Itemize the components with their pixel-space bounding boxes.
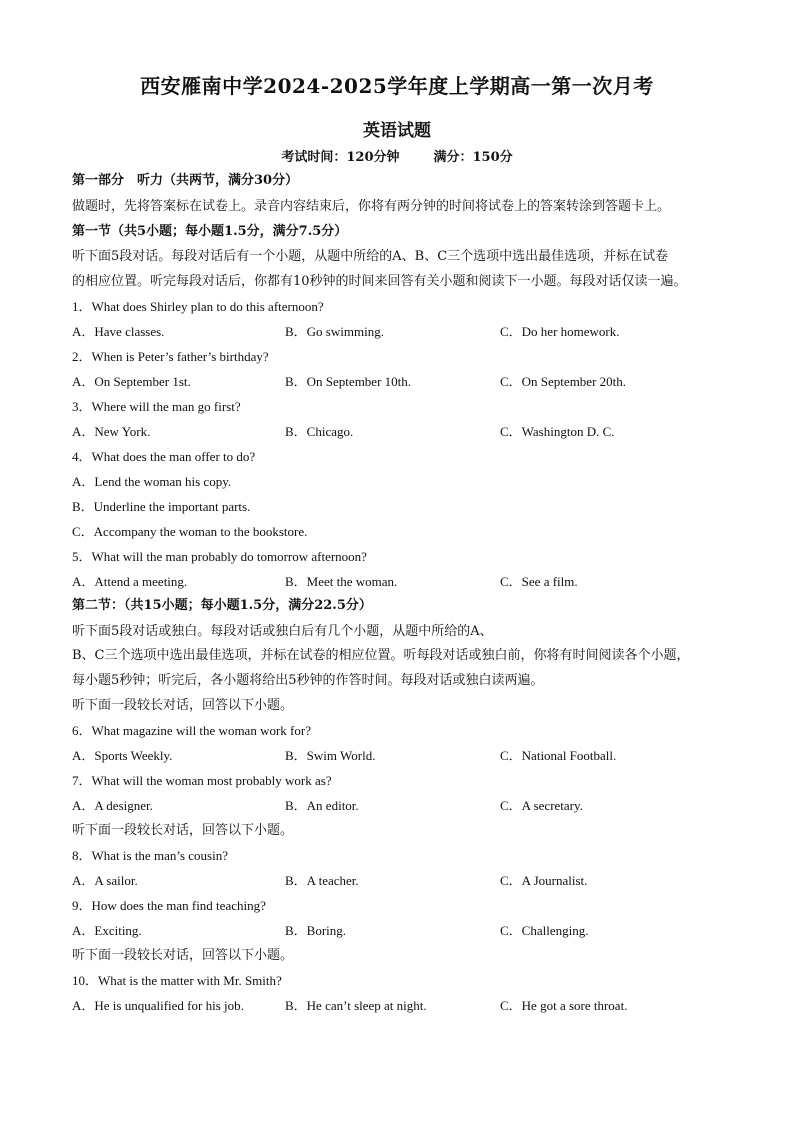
- section2-instruction-1: 听下面5段对话或独白。每段对话或独白后有几个小题，从题中所给的A、: [72, 624, 493, 639]
- section1-instruction-2: 的相应位置。听完每段对话后，你都有10秒钟的时间来回答有关小题和阅读下一小题。每段对话仅读一遍。: [72, 274, 687, 289]
- question-7-stem: 7．What will the woman most probably work as?: [72, 773, 332, 788]
- section2-instruction-3: 每小题5秒钟；听完后，各小题将给出5秒钟的作答时间。每段对话或独白读两遍。: [72, 673, 544, 688]
- section2-instruction-2: B、C三个选项中选出最佳选项，并标在试卷的相应位置。听每段对话或独白前，你将有时间阅读各个小题，: [72, 648, 690, 663]
- question-5-option-b: B．Meet the woman.: [285, 574, 398, 589]
- listen-prompt-2: 听下面一段较长对话，回答以下小题。: [72, 823, 294, 838]
- question-3-stem: 3．Where will the man go first?: [72, 399, 241, 414]
- listen-prompt-1: 听下面一段较长对话，回答以下小题。: [72, 698, 294, 713]
- question-2-option-c: C．On September 20th.: [500, 374, 627, 389]
- question-2-option-b: B．On September 10th.: [285, 374, 412, 389]
- question-4-option-c: C．Accompany the woman to the bookstore.: [72, 524, 308, 539]
- question-10-option-c: C．He got a sore throat.: [500, 998, 628, 1013]
- question-7-option-a: A．A designer.: [72, 798, 153, 813]
- question-2-stem: 2．When is Peter’s father’s birthday?: [72, 349, 269, 364]
- question-2-option-a: A．On September 1st.: [72, 374, 191, 389]
- question-1-stem: 1．What does Shirley plan to do this afternoon?: [72, 299, 324, 314]
- question-6-stem: 6．What magazine will the woman work for?: [72, 723, 311, 738]
- time-label: 考试时间：120分钟: [281, 150, 400, 165]
- question-9-option-c: C．Challenging.: [500, 923, 589, 938]
- question-4-stem: 4．What does the man offer to do?: [72, 449, 256, 464]
- question-6-option-c: C．National Football.: [500, 748, 617, 763]
- section1-instruction-1: 听下面5段对话。每段对话后有一个小题，从题中所给的A、B、C三个选项中选出最佳选项，并标在试卷: [72, 249, 669, 264]
- question-10-option-b: B．He can’t sleep at night.: [285, 998, 427, 1013]
- part1-instruction: 做题时，先将答案标在试卷上。录音内容结束后，你将有两分钟的时间将试卷上的答案转涂到答题卡上。: [72, 199, 671, 214]
- subject-title: 英语试题: [363, 121, 431, 141]
- part1-heading: 第一部分 听力（共两节，满分30分）: [72, 173, 299, 188]
- exam-title: 西安雁南中学2024-2025学年度上学期高一第一次月考: [140, 74, 654, 98]
- question-6-option-b: B．Swim World.: [285, 748, 376, 763]
- question-8-stem: 8．What is the man’s cousin?: [72, 848, 228, 863]
- section2-heading: 第二节：（共15小题；每小题1.5分，满分22.5分）: [72, 598, 372, 613]
- question-9-option-b: B．Boring.: [285, 923, 347, 938]
- question-6-option-a: A．Sports Weekly.: [72, 748, 173, 763]
- question-5-stem: 5．What will the man probably do tomorrow afternoon?: [72, 549, 367, 564]
- question-4-option-a: A．Lend the woman his copy.: [72, 474, 232, 489]
- question-3-option-a: A．New York.: [72, 424, 151, 439]
- question-8-option-b: B．A teacher.: [285, 873, 359, 888]
- question-10-option-a: A．He is unqualified for his job.: [72, 998, 244, 1013]
- exam-meta: [0, 146, 794, 165]
- question-1-option-a: A．Have classes.: [72, 324, 165, 339]
- question-3-option-c: C．Washington D. C.: [500, 424, 615, 439]
- question-4-option-b: B．Underline the important parts.: [72, 499, 251, 514]
- question-7-option-c: C．A secretary.: [500, 798, 583, 813]
- question-9-option-a: A．Exciting.: [72, 923, 142, 938]
- question-9-stem: 9．How does the man find teaching?: [72, 898, 266, 913]
- question-1-option-c: C．Do her homework.: [500, 324, 620, 339]
- score-label: 满分：150分: [433, 150, 513, 165]
- question-8-option-a: A．A sailor.: [72, 873, 138, 888]
- question-10-stem: 10．What is the matter with Mr. Smith?: [72, 973, 282, 988]
- question-5-option-c: C．See a film.: [500, 574, 578, 589]
- question-8-option-c: C．A Journalist.: [500, 873, 588, 888]
- question-5-option-a: A．Attend a meeting.: [72, 574, 188, 589]
- section1-heading: 第一节（共5小题；每小题1.5分，满分7.5分）: [72, 224, 348, 239]
- question-7-option-b: B．An editor.: [285, 798, 359, 813]
- question-1-option-b: B．Go swimming.: [285, 324, 384, 339]
- question-3-option-b: B．Chicago.: [285, 424, 354, 439]
- listen-prompt-3: 听下面一段较长对话，回答以下小题。: [72, 948, 294, 963]
